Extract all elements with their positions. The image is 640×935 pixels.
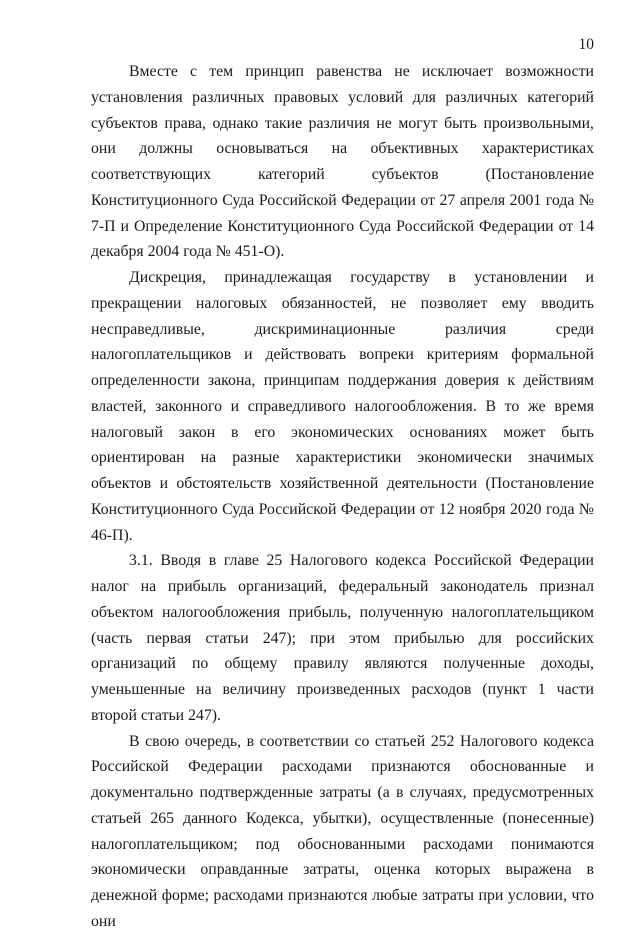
page-number: 10 xyxy=(578,36,594,53)
paragraph-equality-principle: Вместе с тем принцип равенства не исключает возможности установления различных правовых условий для различных категорий субъектов права, однако такие различия не могут быть произвольными, они должны основываться на объективных характеристиках соответствующих категорий субъектов (Постановление Конституционного Суда Российской Федерации от 27 апреля 2001 года № 7-П и Определение Конституционного Суда Российской Федерации от 14 декабря 2004 года № 451-О). xyxy=(91,63,594,261)
paragraph-state-discretion: Дискреция, принадлежащая государству в установлении и прекращении налоговых обязанностей, не позволяет ему вводить несправедливые, дискриминационные различия среди налогоплательщиков и действовать вопреки критериям формальной определенности закона, принципам поддержания доверия к действиям властей, законного и справедливого налогообложения. В то же время налоговый закон в его экономических основаниях может быть ориентирован на разные характеристики экономически значимых объектов и обстоятельств хозяйственной деятельности (Постановление Конституционного Суда Российской Федерации от 12 ноября 2020 года № 46-П). xyxy=(91,269,594,544)
paragraph-section-3-1: 3.1. Вводя в главе 25 Налогового кодекса Российской Федерации налог на прибыль организаций, федеральный законодатель признал объектом налогообложения прибыль, полученную налогоплательщиком (часть первая статьи 247); при этом прибылью для российских организаций по общему правилу являются полученные доходы, уменьшенные на величину произведенных расходов (пункт 1 части второй статьи 247). xyxy=(91,552,594,724)
paragraph-article-252: В свою очередь, в соответствии со статьей 252 Налогового кодекса Российской Федерации расходами признаются обоснованные и документально подтвержденные затраты (а в случаях, предусмотренных статьей 265 данного Кодекса, убытки), осуществленные (понесенные) налогоплательщиком; под обоснованными расходами понимаются экономически оправданные затраты, оценка которых выражена в денежной форме; расходами признаются любые затраты при условии, что они xyxy=(91,732,594,930)
document-body xyxy=(91,59,594,935)
